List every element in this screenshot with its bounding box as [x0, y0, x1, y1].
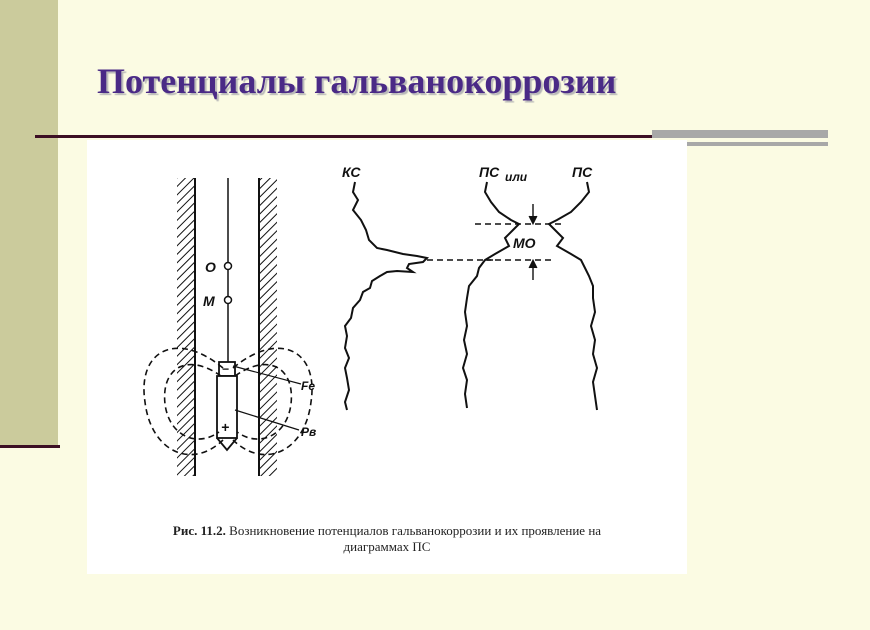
left-decor-bar [0, 0, 58, 447]
caption-prefix: Рис. 11.2. [172, 523, 226, 538]
figure-drawing [87, 140, 687, 574]
label-ks: КС [342, 164, 361, 180]
label-plus: + [221, 419, 230, 435]
electrode-o [225, 263, 232, 270]
slide-title: Потенциалы гальванокоррозии [97, 61, 617, 101]
label-fe: Fe [301, 379, 316, 393]
figure-caption [87, 523, 687, 555]
borehole-wall-right [259, 178, 277, 476]
label-pb: Рв [301, 425, 317, 439]
accent-bar [652, 130, 828, 138]
electrode-m [225, 297, 232, 304]
curve-ps-left [463, 182, 519, 408]
label-ps-right: ПС [572, 164, 593, 180]
label-m: М [203, 293, 215, 309]
caption-line2: диаграммах ПС [343, 539, 431, 554]
figure-panel [87, 140, 687, 574]
accent-bar-thin [686, 142, 828, 146]
title-rule [35, 135, 665, 138]
caption-line1: Возникновение потенциалов гальванокоррозии и их проявление на [229, 523, 602, 538]
curve-ks [345, 182, 427, 410]
label-ps-left: ПС [479, 164, 500, 180]
label-mo: МО [513, 235, 536, 251]
label-o: О [205, 259, 216, 275]
borehole-wall-left [177, 178, 195, 476]
label-ili: или [505, 170, 528, 184]
curve-ps-right [549, 182, 597, 410]
label-minus: − [222, 362, 230, 376]
left-decor-rule [0, 445, 60, 448]
